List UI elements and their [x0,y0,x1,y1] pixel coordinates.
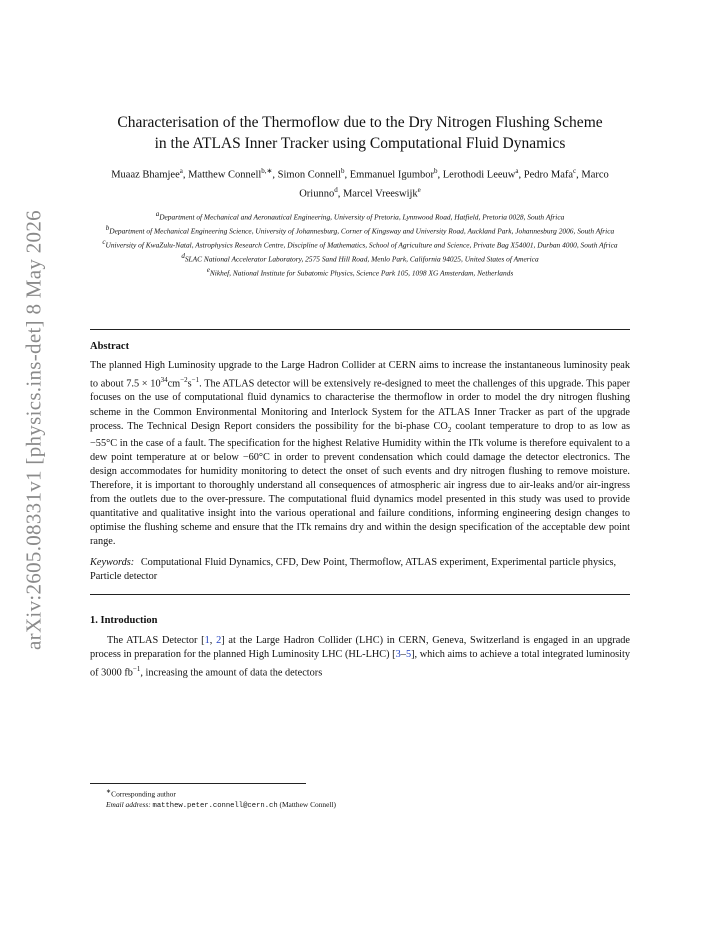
citation-link[interactable]: 1 [204,634,210,646]
keywords-text: Computational Fluid Dynamics, CFD, Dew Point, Thermoflow, ATLAS experiment, Experimental particle physics, Particle detector [90,556,617,582]
title-line-2: in the ATLAS Inner Tracker using Computational Fluid Dynamics [154,135,566,152]
abstract-text: The planned High Luminosity upgrade to the Large Hadron Collider at CERN aims to increase the instantaneous luminosity peak to about $7.5 \times 10^{34}cm^{-2}s^{-1}$. The ATLAS detector will be extensively re-designed to meet the challenges of this upgrade. This paper focuses on the use of computational fluid dynamics to characterise the thermoflow in order to model the dry nitrogen flushing scheme in the Common Environmental Monitoring and Interlock System for the ATLAS Inner Tracker as part of the upgrade process. The Technical Design Report considers the possibility for the bi-phase $CO_2$ coolant temperature to drop to as low as −55°C in the case of a fault. The specification for the highest Relative Humidity within the ITk volume is therefore equivalent to a dew point temperature at or below −60°C in order to prevent condensation which could damage the detector electronics. The design accommodates for humidity monitoring to detect the onset of such events and dry nitrogen flushing to remove moisture. Therefore, it is important to thoroughly understand all consequences of atmospheric air ingress due to air-leaks and/or air-ingress from the outlets due to the over-pressure. The computational fluid dynamics model presented in this study was used to provide quantitative and qualitative insight into the various operational and failure conditions, informing engineering design changes to optimise the flushing scheme and ensure that the ITk remains dry and within the design specification of the acceptable dew point range. [90,359,630,548]
footnote-corresponding: ∗Corresponding author [106,789,176,799]
author-affiliation-mark: b,∗ [261,167,273,175]
affiliation-c: $^c$University of KwaZulu-Natal, Astrophysics Research Centre, Discipline of Mathematics, School of Agriculture and Science, Private Bag X54001, Durban 4000, South Africa [102,237,618,250]
title-line-1: Characterisation of the Thermoflow due to the Dry Nitrogen Flushing Scheme [117,114,603,131]
author-affiliation-mark: b [434,167,438,175]
section-heading-introduction: 1. Introduction [90,614,158,626]
author-affiliation-mark: a [179,167,183,175]
author: Marcel Vreeswijk [342,188,418,199]
author: Marco Oriunno [299,169,609,199]
author-affiliation-mark: b [340,167,345,175]
footnote-email: Email address: matthew.peter.connell@cern.ch (Matthew Connell) [106,799,336,810]
paper-title [90,112,630,154]
arxiv-identifier-stamp [14,170,54,690]
author-affiliation-mark: d [334,185,338,194]
author: Emmanuel Igumbor [349,169,435,181]
author-affiliation-mark: e [417,185,421,194]
affiliation-list [90,209,630,279]
citation-link[interactable]: 2 [216,634,222,646]
affiliation-b: $^b$Department of Mechanical Engineering Science, University of Johannesburg, Corner of Kingsway and University Road, Auckland Park, Johannesburg 2006, South Africa [105,223,615,236]
abstract-bottom-rule [90,594,630,595]
author-affiliation-mark: c [573,167,577,175]
author: Simon Connell [277,169,341,181]
citation-link[interactable]: 3 [395,648,401,660]
paper-page [90,112,630,680]
keywords [90,556,630,584]
abstract-heading: Abstract [90,340,130,352]
arxiv-identifier: arXiv:2605.08331v1 [physics.ins-det] 8 May 2026 [21,210,46,650]
affiliation-d: $^d$SLAC National Accelerator Laboratory, 2575 Sand Hill Road, Menlo Park, California 94025, United States of America [181,251,539,264]
affiliation-e: $^e$Nikhef, National Institute for Subatomic Physics, Science Park 105, 1098 XG Amsterdam, Netherlands [206,265,514,278]
author: Muaaz Bhamjee [111,169,180,181]
citation-link[interactable]: 5 [405,648,412,660]
author: Lerothodi Leeuw [442,169,516,181]
abstract-top-rule [90,329,630,330]
author: Pedro Mafa [523,169,574,181]
author-list: Muaaz Bhamjee$^a$, Matthew Connell$^{b,∗}$, Simon Connell$^b$, Emmanuel Igumbor$^b$, Lerothodi Leeuw$^a$, Pedro Mafa$^c$, Marco Oriunno$^d$, Marcel Vreeswijk$^e$ [111,167,609,199]
author: Matthew Connell [188,169,262,181]
keywords-label: Keywords: [90,556,135,568]
email-address[interactable]: matthew.peter.connell@cern.ch [152,801,278,810]
author-affiliation-mark: a [515,167,519,175]
footnote-rule [90,783,306,784]
footnote [106,787,336,811]
affiliation-a: $^a$Department of Mechanical and Aeronautical Engineering, University of Pretoria, Lynnwood Road, Hatfield, Pretoria 0028, South Africa [155,210,565,222]
introduction-text: The ATLAS Detector [1, 2] at the Large Hadron Collider (LHC) in CERN, Geneva, Switzerland is engaged in an upgrade process in preparation for the planned High Luminosity LHC (HL-LHC) [3–5], which aims to achieve a total integrated luminosity of 3000 $fb^{-1}$, increasing the amount of data the detectors [90,634,631,679]
